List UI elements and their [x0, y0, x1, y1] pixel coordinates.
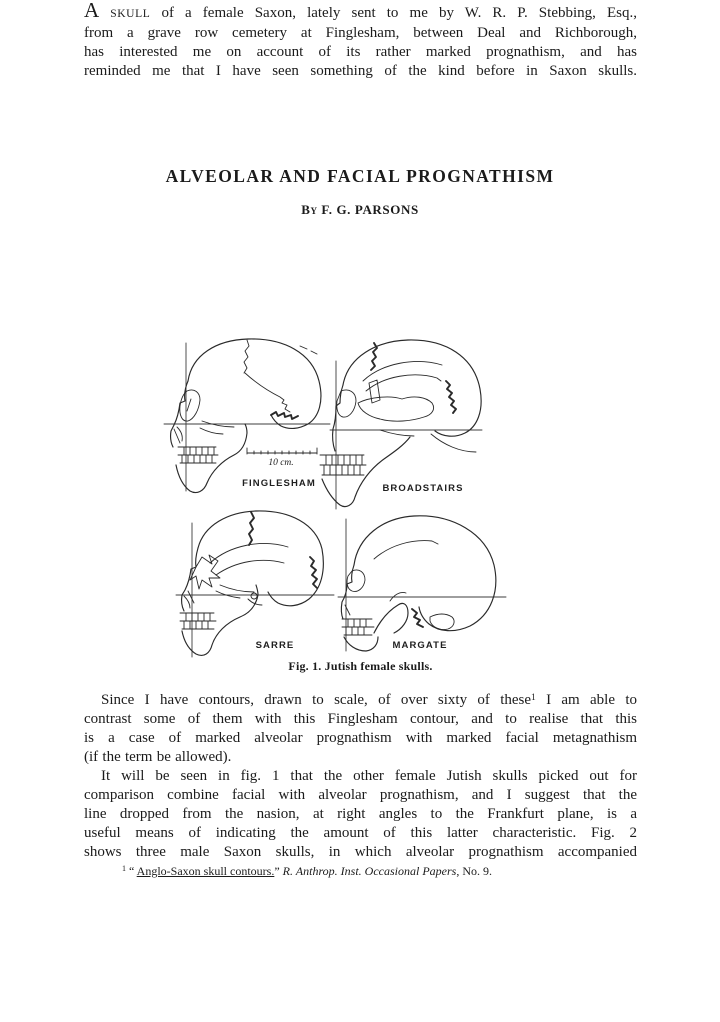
footnote-quote-close: ” — [274, 864, 283, 878]
paragraph-text: I am able to — [535, 692, 637, 708]
paragraph-line: from a grave row cemetery at Finglesham, between Deal and Richborough, — [84, 25, 637, 41]
lambdoid-suture — [310, 557, 317, 588]
paragraph-line — [84, 0, 637, 24]
footnote — [122, 864, 602, 879]
skull-label-finglesham: FINGLESHAM — [242, 478, 316, 489]
paragraph-lines — [84, 24, 637, 81]
nasal-aperture — [184, 591, 194, 608]
paragraph-line: is a case of marked alveolar prognathism with marked facial metagnathism — [84, 730, 637, 746]
footnote-title: Anglo-Saxon skull contours. — [136, 864, 275, 878]
cranium-outline — [343, 340, 481, 436]
author-name: F. G. PARSONS — [317, 202, 419, 217]
cranium-outline — [188, 339, 321, 429]
paragraph-line: (if the term be allowed). — [84, 749, 232, 765]
coronal-suture — [249, 512, 254, 545]
teeth — [342, 619, 374, 635]
mastoid-suture — [412, 609, 423, 627]
paragraph-lines — [84, 767, 637, 862]
paragraph-line: shows three male Saxon skulls, in which alveolar prognathism accompanied — [84, 844, 637, 860]
paragraph-text: Since I have contours, drawn to scale, of over sixty of these — [101, 692, 532, 708]
skull-label-sarre: SARRE — [255, 640, 295, 651]
coronal-suture — [244, 340, 249, 373]
inner-contours — [210, 544, 288, 575]
footnote-reference: 1 — [531, 693, 536, 703]
figure-caption: Fig. 1. Jutish female skulls. — [288, 659, 433, 673]
lambdoid-suture — [271, 412, 298, 419]
paragraph-line: reminded me that I have seen something of the kind before in Saxon skulls. — [84, 63, 637, 79]
scale-label: 10 cm. — [268, 458, 294, 468]
byline-by: By — [301, 202, 318, 217]
skull-label-margate: MARGATE — [392, 640, 448, 651]
zygomatic-arch — [200, 421, 234, 434]
suture-marks — [300, 346, 317, 354]
skull-sarre — [176, 511, 334, 657]
skull-broadstairs — [320, 340, 482, 509]
teeth — [178, 447, 218, 463]
facial-profile — [333, 385, 343, 451]
squamosal-suture — [245, 373, 290, 412]
teeth — [320, 455, 366, 475]
skull-finglesham — [164, 339, 330, 493]
paragraph-line: has interested me on account of its rather marked prognathism, and has — [84, 44, 637, 60]
paragraph-line: useful means of indicating the amount of this latter characteristic. Fig. 2 — [84, 825, 637, 841]
paragraph-intro — [84, 0, 637, 81]
paragraph-lines — [84, 710, 637, 767]
paragraph-text: of a female Saxon, lately sent to me by W. R. P. Stebbing, Esq., — [150, 5, 637, 21]
cranium-outline — [354, 516, 496, 631]
facial-profile — [171, 381, 188, 447]
footnote-quote-open: “ — [129, 864, 137, 878]
zygomatic-arch — [380, 430, 414, 436]
teeth — [180, 613, 216, 629]
paragraph-line — [84, 691, 637, 710]
eye-orbit — [180, 390, 200, 421]
eye-orbit — [347, 570, 365, 591]
footnote-tail: , No. 9. — [456, 864, 492, 878]
scale-bar — [247, 448, 317, 468]
figure-skull-drawings — [150, 333, 580, 663]
skull-label-broadstairs: BROADSTAIRS — [382, 483, 464, 494]
byline — [0, 202, 720, 218]
page-title: ALVEOLAR AND FACIAL PROGNATHISM — [165, 166, 555, 186]
temporal-bone — [358, 397, 434, 421]
paragraph-line: line dropped from the nasion, at right angles to the Frankfurt plane, is a — [84, 806, 637, 822]
paragraph-contours — [84, 691, 637, 767]
drop-initial: A — [84, 0, 100, 22]
nasal-aperture — [174, 427, 182, 443]
mandible-outline — [176, 424, 247, 493]
paragraph-line: contrast some of them with this Finglesham contour, and to realise that this — [84, 711, 637, 727]
footnote-source: R. Anthrop. Inst. Occasional Papers — [282, 864, 457, 878]
lambdoid-suture — [446, 381, 456, 413]
footnote-marker: 1 — [122, 864, 126, 873]
small-caps-word: SKULL — [110, 8, 151, 20]
mandible-outline — [182, 585, 258, 655]
skull-margate — [338, 516, 506, 651]
paragraph-line: It will be seen in fig. 1 that the other female Jutish skulls picked out for — [101, 768, 637, 784]
paragraph-line: comparison combine facial with alveolar prognathism, and I suggest that the — [84, 787, 637, 803]
paragraph-comparison — [84, 767, 637, 862]
eye-orbit — [190, 555, 220, 589]
temporal-line — [374, 541, 438, 559]
mandible-outline — [322, 437, 410, 507]
